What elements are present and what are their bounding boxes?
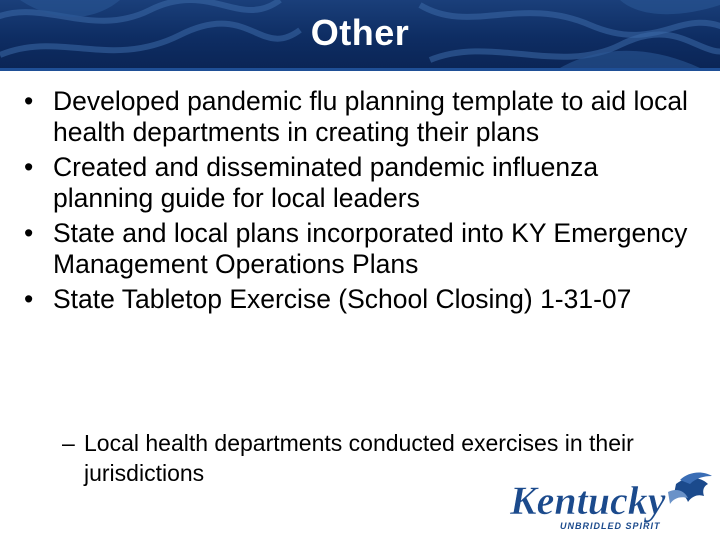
bullet-icon: • (24, 284, 34, 314)
bullet-text: State and local plans incorporated into KY Emergency Management Operations Plans (53, 218, 688, 279)
logo-wordmark: Kentucky (510, 478, 666, 523)
sub-bullet-text: Local health departments conducted exercises in their jurisdictions (84, 430, 634, 486)
bullet-item (24, 152, 704, 214)
bullet-text: Created and disseminated pandemic influenza planning guide for local leaders (53, 152, 599, 213)
bullet-text: State Tabletop Exercise (School Closing) 1-31-07 (53, 284, 632, 314)
bullet-item (24, 218, 704, 280)
slide-header (0, 0, 720, 68)
kentucky-logo (508, 470, 712, 534)
bullet-text: Developed pandemic flu planning template to aid local health departments in creating their plans (53, 86, 688, 147)
bullet-list (24, 86, 704, 319)
dash-icon: – (62, 430, 75, 456)
bullet-icon: • (24, 86, 34, 116)
header-divider (0, 68, 720, 71)
logo-tagline: UNBRIDLED SPIRIT (560, 521, 661, 531)
horse-head-logo-icon (668, 473, 712, 504)
bullet-item (24, 86, 704, 148)
bullet-item (24, 284, 704, 315)
bullet-icon: • (24, 152, 34, 182)
page-title: Other (310, 12, 410, 53)
bullet-icon: • (24, 218, 34, 248)
